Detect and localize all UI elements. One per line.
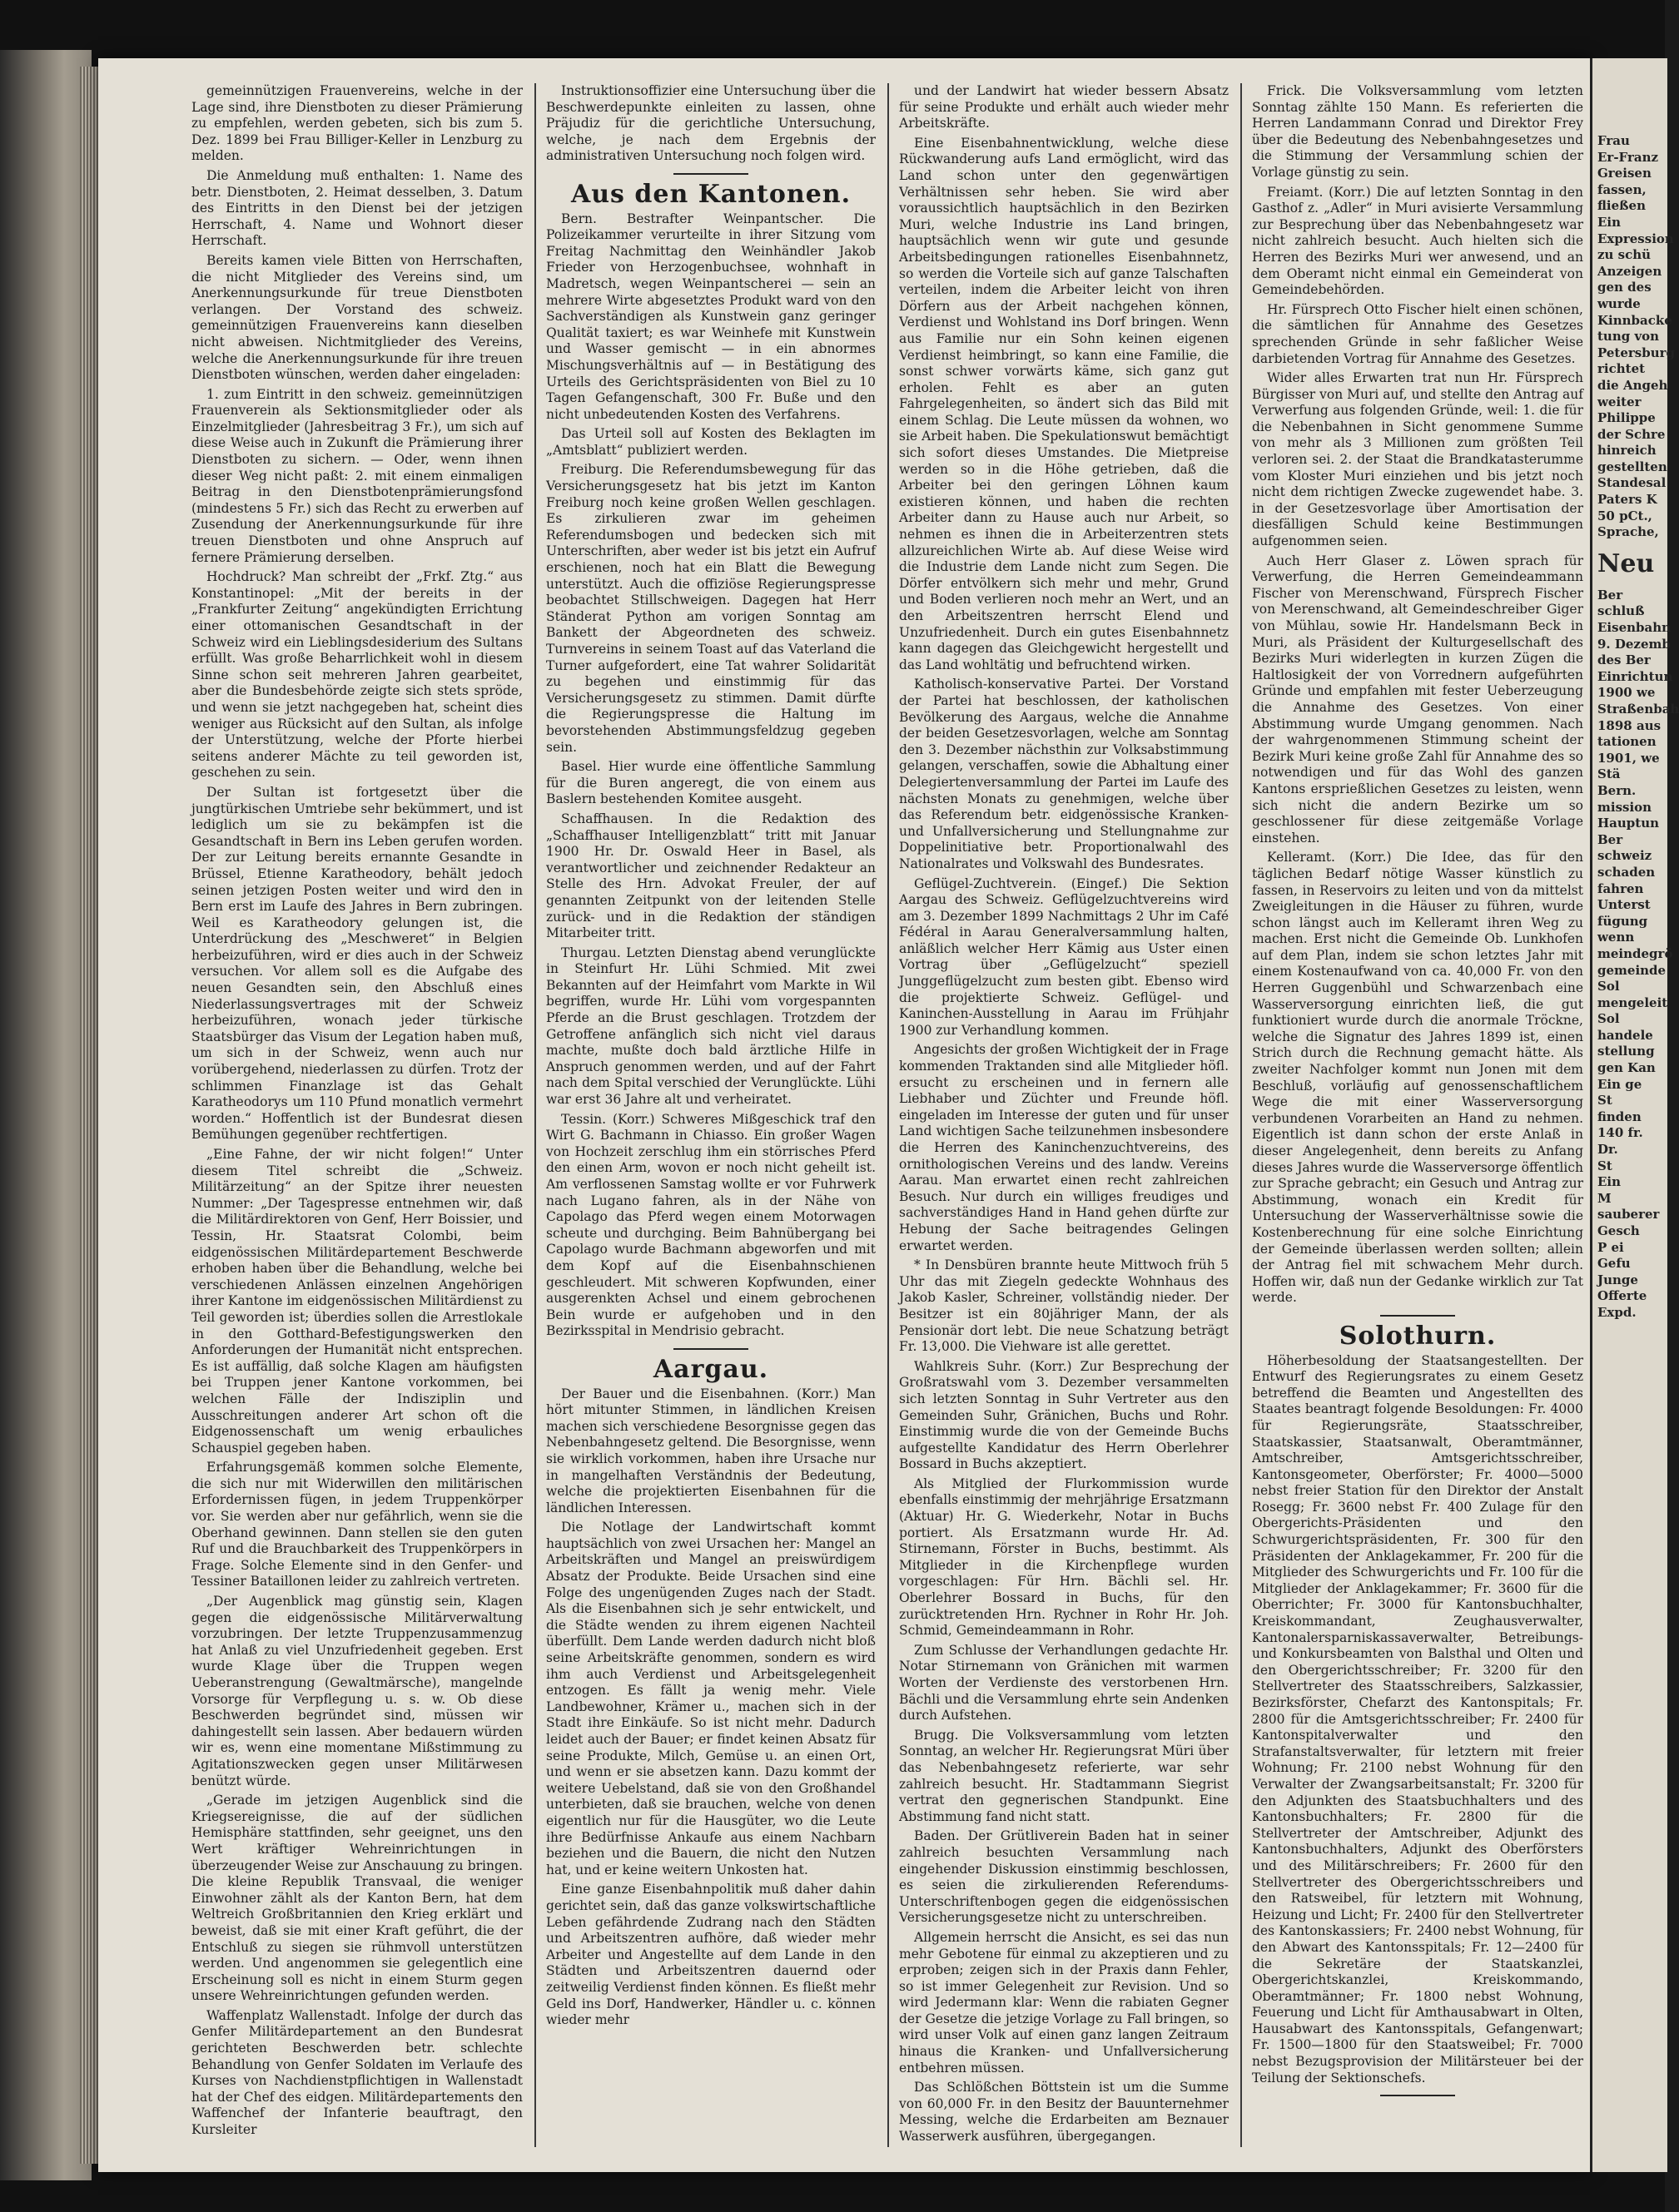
strip-line: Bern. xyxy=(1597,782,1637,798)
strip-line: gemeinde xyxy=(1597,962,1667,978)
strip-line: M xyxy=(1597,1190,1612,1206)
page-edges xyxy=(80,67,98,2164)
article-paragraph: Katholisch-konservative Partei. Der Vorstand der Partei hat beschlossen, der katholischen Bevölkerung des Aargaus, welche die Annahme der beiden Gesetzesvorlagen, welche am Sonntag den 3. Dezember nächsthin zur Volksabstimmung gelangen, verschaffen, sowie die Abhaltung einer Delegiertenversammlung der Partei im Laufe des nächsten Monats zu genehmigen, welche über das Referendum betr. eidgenössische Kranken- und Unfallversicherung und Stellungnahme zur Doppelinitiative betr. Proportionalwahl des Nationalrates und Volkswahl des Bundesrates. xyxy=(899,677,1229,871)
section-separator xyxy=(1380,2095,1455,2096)
article-paragraph: Höherbesoldung der Staatsangestellten. Der Entwurf des Regierungsrates zu einem Gesetz betreffend die Beamten und Angestellten des Staates beantragt folgende Besoldungen: Fr. 4000 für Regierungsräte, Staatsschreiber, Staatskassier, Staatsanwalt, Oberamtmänner, Amtschreiber, Amtsgerichtsschreiber, Kantonsgeometer, Oberförster; Fr. 4000—5000 nebst freier Station für den Direktor der Anstalt Rosegg; Fr. 3600 nebst Fr. 400 Zulage für den Obergerichts-Präsidenten und den Schwurgerichtspräsidenten, Fr. 300 für den Präsidenten der Anklagekammer, Fr. 200 für die Mitglieder des Schwurgerichts und Fr. 100 für die Mitglieder der Anklagekammer; Fr. 3600 für die Oberrichter; Fr. 3000 für Kantonsbuchhalter, Kreiskommandant, Zeughausverwalter, Kantonalersparniskassaverwalter, Betreibungs- und Konkursbeamten von Balsthal und Olten und den Obergerichtsschreiber; Fr. 3200 für den Stellvertreter des Staatsschreibers, Salzkassier, Bezirksförster, Chefarzt des Kantonspitals; Fr. 2800 für die Amtsgerichtsschreiber; Fr. 2400 für Kantonspitalverwalter und den Strafanstaltsverwalter, für letztern mit freier Wohnung; Fr. 2100 nebst Wohnung für den Verwalter der Zwangsarbeitsanstalt; Fr. 3200 für den Adjunkten des Staatsbuchhalters und des Kantonsbuchhalters; Fr. 2800 für die Stellvertreter der Amtschreiber, Adjunkt des Kantonsbuchhalters, Adjunkt des Oberförsters und des Militärschreibers; Fr. 2600 für den Stellvertreter des Obergerichtsschreibers und den Ratsweibel, für letztern mit Wohnung, Heizung und Licht; Fr. 2400 für den Stellvertreter des Kantonskassiers; Fr. 2400 nebst Wohnung, für den Abwart des Kantonsspitals; Fr. 12—2400 für die Sekretäre der Staatskanzlei, Obergerichtskanzlei, Kreiskommando, Oberamtmänner; Fr. 1800 nebst Wohnung, Feuerung und Licht für Amthausabwart in Olten, Hausabwart des Kantonsspitals, Gefangenwart; Fr. 1500—1800 für den Staatsweibel; Fr. 7000 nebst Bezugsprovision der Militärsteuer bei der Teilung der Sektionschefs. xyxy=(1252,1352,1583,2086)
column-2 xyxy=(546,83,876,2147)
strip-line: zu schü xyxy=(1597,247,1652,263)
strip-line: Philippe xyxy=(1597,410,1656,426)
strip-line: hinreich xyxy=(1597,443,1657,459)
section-separator xyxy=(673,1348,748,1350)
strip-line: Paters K xyxy=(1597,492,1657,508)
strip-line: Ber xyxy=(1597,831,1623,847)
strip-line: Junge xyxy=(1597,1272,1638,1287)
strip-line: Ein xyxy=(1597,1174,1622,1190)
strip-line: handele xyxy=(1597,1027,1653,1043)
article-paragraph: Hochdruck? Man schreibt der „Frkf. Ztg.“ aus Konstantinopel: „Mit der bereits in der „Frankfurter Zeitung“ angekündigten Errichtung einer ottomanischen Gesandtschaft in der Schweiz wird ein Lieblingsdesiderium des Sultans erfüllt. Was große Beharrlichkeit wohl in diesem Sinne schon seit mehreren Jahren gearbeitet, aber die Bundesbehörde zeigte sich stets spröde, und wenn sie jetzt nachgegeben hat, scheint dies weniger aus Rücksicht auf den Sultan, als infolge der Unterstützung, welche der Pforte hierbei seitens anderer Mächte zu teil geworden ist, geschehen zu sein. xyxy=(191,569,523,781)
article-paragraph: Allgemein herrscht die Ansicht, es sei das nun mehr Gebotene für einmal zu akzeptieren und zu erproben; zeigen sich in der Praxis dann Fehler, so ist immer Gelegenheit zur Revision. Und so wird Jedermann klar: Wenn die rabiaten Gegner der Gesetze die jetzige Vorlage zu Fall bringen, so wird unser Volk auf einen ganz langen Zeitraum hinaus die Kranken- und Unfallversicherung entbehren müssen. xyxy=(899,1929,1229,2076)
article-paragraph: Die Anmeldung muß enthalten: 1. Name des betr. Dienstboten, 2. Heimat desselben, 3. Datum des Eintritts in den Dienst bei der jetzigen Herrschaft, 4. Name und Wohnort dieser Herrschaft. xyxy=(191,167,523,249)
strip-line: des Ber xyxy=(1597,652,1651,668)
strip-line: 140 fr. xyxy=(1597,1125,1643,1141)
strip-line: tung von xyxy=(1597,329,1660,345)
article-paragraph: Eine Eisenbahnentwicklung, welche diese Rückwanderung aufs Land ermöglicht, wird das Land schon unter den gegenwärtigen Verhältnissen sehr heben. Sie wird aber voraussichtlich hauptsächlich in den Bezirken Muri, welche Industrie ins Land bringen, hauptsächlich wenn wir gute und gesunde Arbeitsbedingungen rationelles Eisenbahnnetz, so werden die Vorteile sich auf ganze Talschaften verteilen, indem die Arbeiter leicht von ihren Dörfern aus der Arbeit nachgehen können, Verdienst und Wohlstand ins Dorf bringen. Wenn aus Familie nur ein Sohn keinen eigenen Verdienst heimbringt, so kann eine Familie, die sonst schwer vorwärts käme, sich ganz gut erholen. Fehlt es aber an guten Fahrgelegenheiten, so ändert sich das Bild mit einem Schlag. Die Leute müssen da wohnen, wo sie Arbeit haben. Die Spekulationswut bemächtigt sich sofort dieses Umstandes. Die Mietpreise werden so in die Höhe getrieben, daß die Arbeiter bei den geringen Löhnen kaum existieren können, und haben die rechten Arbeiter dann zu Hause auch nur Arbeit, so nehmen es ihnen die in Arbeiterzentren stets allzureichlichen Wirte ab. Auf diese Weise wird die Industrie dem Lande nicht zum Segen. Die Dörfer entvölkern sich mehr und mehr, Grund und Boden verlieren noch mehr an Wert, und an den Arbeitszentren herrscht Elend und Unzufriedenheit. Durch ein gutes Eisenbahnnetz kann dagegen das Gleichgewicht hergestellt und das Land wohltätig und befruchtend wirken. xyxy=(899,135,1229,672)
section-separator xyxy=(673,173,748,175)
article-paragraph: Auch Herr Glaser z. Löwen sprach für Verwerfung, die Herren Gemeindeammann Fischer von Merenschwand, Fürsprech Fischer von Merenschwand, alt Gemeindeschreiber Giger von Mühlau, sowie Hr. Handelsmann Beck in Muri, als Präsident der Kulturgesellschaft des Bezirks Muri widerlegten in kurzen Zügen die Haltlosigkeit der von Vorrednern aufgeführten Gründe und empfahlen mit fester Ueberzeugung die Annahme des Gesetzes. Von einer Abstimmung wurde Umgang genommen. Nach der wahrgenommenen Stimmung scheint der Bezirk Muri keine große Zahl für Annahme des so notwendigen und für das Wohl des ganzen Kantons ersprießlichen Gesetzes zu leisten, wenn sich nicht die andern Bezirke um so geschlossener für diese zeitgemäße Vorlage einstehen. xyxy=(1252,553,1583,846)
column-rule xyxy=(1240,83,1242,2147)
strip-line: finden xyxy=(1597,1108,1642,1124)
strip-line: Ein xyxy=(1597,214,1622,230)
strip-line: Offerte xyxy=(1597,1288,1647,1304)
newspaper-page xyxy=(98,58,1590,2172)
strip-line: richtet xyxy=(1597,361,1646,377)
article-paragraph: Freiburg. Die Referendumsbewegung für das Versicherungsgesetz hat bis jetzt im Kanton Freiburg noch keine großen Wellen geschlagen. Es zirkulieren zwar im geheimen Referendumsbogen und bedecken sich mit Unterschriften, aber weder ist bis jetzt ein Aufruf erschienen, noch hat ein Blatt die Bewegung unterstützt. Auch die offiziöse Regierungspresse beobachtet Stillschweigen. Dagegen hat Herr Ständerat Python am vorigen Sonntag am Bankett der Abgeordneten des schweiz. Turnvereins in seinem Toast auf das Vaterland die Turner aufgefordert, eine Tat wahrer Solidarität zu begehen und einstimmig für das Versicherungsgesetz zu stimmen. Damit dürfte die Regierungspresse die Haltung im bevorstehenden Abstimmungsfeldzug gegeben sein. xyxy=(546,462,876,755)
strip-line: mengeleit xyxy=(1597,994,1668,1010)
article-paragraph: Das Schlößchen Böttstein ist um die Summe von 60,000 Fr. in den Besitz der Bauunternehmer Messing, welche die Erdarbeiten am Beznauer Wasserwerk ausführen, übergegangen. xyxy=(899,2080,1229,2145)
column-4 xyxy=(1252,83,1583,2147)
strip-line: 1900 we xyxy=(1597,685,1656,701)
strip-line: fassen, xyxy=(1597,181,1647,197)
strip-line: schluß xyxy=(1597,603,1645,619)
strip-line: St xyxy=(1597,1093,1612,1108)
strip-line: die Angeh xyxy=(1597,377,1668,393)
strip-line: Sol xyxy=(1597,1011,1620,1027)
column-rule xyxy=(534,83,536,2147)
strip-line: Dr. xyxy=(1597,1142,1618,1158)
next-page-strip xyxy=(1590,58,1679,2172)
article-paragraph: Baden. Der Grütliverein Baden hat in seiner zahlreich besuchten Versammlung nach eingehender Diskussion einstimmig beschlossen, es seien die zirkulierenden Referendums-Unterschriftenbogen gegen die eidgenössischen Versicherungsgesetze nicht zu unterschreiben. xyxy=(899,1828,1229,1926)
strip-text xyxy=(1597,133,1679,1322)
article-paragraph: Frick. Die Volksversammlung vom letzten Sonntag zählte 150 Mann. Es referierten die Herren Landammann Conrad und Direktor Frey über die Bedeutung des Nebenbahngesetzes und die Stimmung der Versammlung schien der Vorlage günstig zu sein. xyxy=(1252,83,1583,180)
article-paragraph: gemeinnützigen Frauenvereins, welche in der Lage sind, ihre Dienstboten zu dieser Prämierung zu empfehlen, werden gebeten, sich bis zum 5. Dez. 1899 bei Frau Billiger-Keller in Lenzburg zu melden. xyxy=(191,83,523,164)
strip-line: fließen xyxy=(1597,198,1646,214)
strip-line: sauberer xyxy=(1597,1207,1660,1223)
article-paragraph: Das Urteil soll auf Kosten des Beklagten im „Amtsblatt“ publiziert werden. xyxy=(546,426,876,458)
strip-line: meindegrö xyxy=(1597,945,1673,961)
strip-line: Kinnbacke xyxy=(1597,312,1672,328)
article-paragraph: Hr. Fürsprech Otto Fischer hielt einen schönen, die sämtlichen für Annahme des Gesetzes sprechenden Gründe in sehr faßlicher Weise darbietenden Vortrag für Annahme des Gesetzes. xyxy=(1252,301,1583,366)
article-paragraph: Der Sultan ist fortgesetzt über die jungtürkischen Umtriebe sehr bekümmert, und ist lediglich um sie zu bekämpfen ist die Gesandtschaft in Bern ins Leben gerufen worden. Der zur Leitung bereits ernannte Gesandte in Brüssel, Etienne Karatheodory, behält jedoch seinen jetzigen Posten weiter und wird den in Bern erst im Laufe des Jahres in Bern zubringen. Weil es Karatheodory gelungen ist, die Unterdrückung des „Meschweret“ in Belgien herbeizuführen, wird er dies auch in der Schweiz versuchen. Vor allem soll es die Aufgabe des neuen Gesandten sein, den Abschluß eines Niederlassungsvertrages mit der Schweiz herbeizuführen, wonach jeder türkische Staatsbürger das Visum der Legation haben muß, um sich in der Schweiz, wenn auch nur vorübergehend, niederlassen zu dürfen. Trotz der schlimmen Finanzlage ist das Gehalt Karatheodorys um 110 Pfund monatlich vermehrt worden.“ Hoffentlich ist der Bundesrat diesen Bemühungen gegenüber rechtfertigen. xyxy=(191,784,523,1143)
strip-line: Petersburg xyxy=(1597,345,1676,360)
strip-line: 9. Dezemb xyxy=(1597,636,1671,652)
strip-line: 1901, we xyxy=(1597,750,1660,766)
article-paragraph: und der Landwirt hat wieder bessern Absatz für seine Produkte und erhält auch wieder mehr Arbeitskräfte. xyxy=(899,83,1229,131)
strip-line: stellung xyxy=(1597,1044,1655,1059)
strip-line: 50 pCt., xyxy=(1597,508,1652,523)
strip-line: Straßenbah xyxy=(1597,702,1679,717)
strip-heading: Neu xyxy=(1597,548,1655,578)
strip-line: der Schre xyxy=(1597,426,1666,442)
strip-line: weiter xyxy=(1597,394,1642,409)
strip-line: fahren xyxy=(1597,880,1644,896)
strip-line: Einrichtun xyxy=(1597,668,1673,684)
strip-line: Ein ge xyxy=(1597,1076,1642,1092)
article-paragraph: Basel. Hier wurde eine öffentliche Sammlung für die Buren angeregt, die von einem aus Baslern bestehenden Komitee ausgeht. xyxy=(546,759,876,807)
section-heading: Aus den Kantonen. xyxy=(570,179,852,209)
strip-line: Unterst xyxy=(1597,897,1651,913)
article-paragraph: 1. zum Eintritt in den schweiz. gemeinnützigen Frauenverein als Sektionsmitglieder oder als Einzelmitglieder (Jahresbeitrag 3 Fr.), um sich auf diese Weise auch in Zukunft die Prämierung ihrer Dienstboten zu sichern. — Oder, wenn ihnen dieser Weg nicht paßt: 2. mit einem einmaligen Beitrag in den Dienstbotenprämierungsfond (mindestens 5 Fr.) sich das Recht zu erwerben auf Zusendung der Anerkennungsurkunde für ihre treuen Dienstboten und ohne Anspruch auf fernere Prämierung derselben. xyxy=(191,386,523,565)
article-paragraph: Geflügel-Zuchtverein. (Eingef.) Die Sektion Aargau des Schweiz. Geflügelzuchtvereins wird am 3. Dezember 1899 Nachmittags 2 Uhr im Café Fédéral in Aarau Generalversammlung halten, anläßlich welcher Herr Kämig aus Uster einen Vortrag über „Geflügelzucht“ speziell Junggeflügelzucht zum besten gibt. Ebenso wird die projektierte Schweiz. Geflügel- und Kaninchen-Ausstellung in Aarau im Frühjahr 1900 zur Verhandlung kommen. xyxy=(899,875,1229,1038)
article-paragraph: Kelleramt. (Korr.) Die Idee, das für den täglichen Bedarf nötige Wasser künstlich zu fassen, in Reservoirs zu leiten und von da mittelst Zweigleitungen in die Häuser zu führen, wurde schon längst auch im Kelleramt ihren Weg zu machen. Erst nicht die Gemeinde Ob. Lunkhofen auf dem Plan, indem sie schon letztes Jahr mit einem Kostenaufwand von ca. 40,000 Fr. von den Herren Guggenbühl und Schwarzenbach eine Wasserversorgung einrichten ließ, die gut funktioniert wurde durch die anormale Tröckne, welche die Signatur des Jahres 1899 ist, einen Strich durch die Rechnung gemacht hätte. Als zweiter Nachfolger kommt nun Jonen mit dem Beschluß, vorläufig auf genossenschaftlichem Wege die mit einer Wasserversorgung verbundenen Vorarbeiten an Hand zu nehmen. Eigentlich ist dann schon der erste Anlaß in dieser Angelegenheit, denn bereits zu Anfang dieses Jahres wurde die Wasserversorge öffentlich zur Sprache gebracht; ein Gesuch und Antrag zur Abstimmung, wonach ein Kredit für Untersuchung der Wasserverhältnisse sowie die Kostenberechnung für eine solche Einrichtung der Gemeinde überlassen werden sollten; allein der Antrag fiel mit schwachem Mehr durch. Hoffen wir, daß nun der Gedanke wirklich zur Tat werde. xyxy=(1252,850,1583,1306)
article-paragraph: Brugg. Die Volksversammlung vom letzten Sonntag, an welcher Hr. Regierungsrat Müri über das Nebenbahngesetz referierte, war sehr zahlreich besucht. Hr. Stadtammann Siegrist vertrat den gegnerischen Standpunkt. Eine Abstimmung fand nicht statt. xyxy=(899,1727,1229,1824)
column-rule xyxy=(887,83,889,2147)
strip-line: tationen xyxy=(1597,734,1657,750)
strip-line: schaden xyxy=(1597,864,1656,880)
strip-line: Expd. xyxy=(1597,1304,1637,1320)
strip-line: gen des xyxy=(1597,280,1652,295)
strip-line: 1898 aus xyxy=(1597,717,1662,733)
strip-line: Greisen xyxy=(1597,166,1652,181)
column-1 xyxy=(191,83,523,2147)
article-paragraph: Die Notlage der Landwirtschaft kommt hauptsächlich von zwei Ursachen her: Mangel an Arbeitskräften und Mangel an preiswürdigem Absatz der Produkte. Beide Ursachen sind eine Folge des ungenügenden Zuges nach der Stadt. Als die Eisenbahnen sich je sehr entwickelt, und die Städte wenden zu ihrem eigenen Nachteil überfüllt. Dem Lande werden dadurch nicht bloß seine Arbeitskräfte genommen, sondern es wird ihm auch Verdienst und Arbeitsgelegenheit entzogen. Es fällt ja wenig mehr. Viele Landbewohner, Krämer u., machen sich in der Stadt ihre Einkäufe. So ist nicht mehr. Dadurch leidet auch der Bauer; er findet keinen Absatz für seine Produkte, Milch, Gemüse u. an einen Ort, und wenn er sie absetzen kann. Dazu kommt der weitere Uebelstand, daß sie von den Großhandel unterbieten, daß sie brauchen, welche von denen eigentlich nur für die Hausgüter, wo die Leute ihre Bedürfnisse Ankaufe aus einem Nachbarn beziehen und die Bauern, die nicht den Nutzen hat, und er keine weitern Unkosten hat. xyxy=(546,1520,876,1877)
strip-line: Sprache, xyxy=(1597,524,1659,540)
strip-line: Frau xyxy=(1597,133,1630,148)
strip-line: schweiz xyxy=(1597,848,1652,864)
article-paragraph: Bereits kamen viele Bitten von Herrschaften, die nicht Mitglieder des Vereins sind, um Anerkennungsurkunde für treue Dienstboten verlangen. Der Vorstand des schweiz. gemeinnützigen Frauenvereins kann dieselben nicht abweisen. Nichtmitglieder des Vereins, welche die Anerkennungsurkunde für ihre treuen Dienstboten wünschen, werden daher eingeladen: xyxy=(191,252,523,383)
strip-line: Gesch xyxy=(1597,1223,1640,1238)
section-separator xyxy=(1380,1315,1455,1317)
article-paragraph: Der Bauer und die Eisenbahnen. (Korr.) Man hört mitunter Stimmen, in ländlichen Kreisen machen sich verschiedene Besorgnisse gegen das Nebenbahngesetz geltend. Die Besorgnisse, wenn sie wirklich vorkommen, haben ihre Ursache nur in mangelhaften Verständnis der Bedeutung, welche die projektierten Eisenbahnen für die ländlichen Interessen. xyxy=(546,1386,876,1515)
strip-line: gen Kan xyxy=(1597,1060,1656,1076)
section-heading: Aargau. xyxy=(653,1354,769,1384)
article-paragraph: Instruktionsoffizier eine Untersuchung über die Beschwerdepunkte einleiten zu lassen, ohne Präjudiz für die gerichtliche Untersuchung, welche, je nach dem Ergebnis der administrativen Untersuchung noch folgen wird. xyxy=(546,83,876,164)
article-paragraph: „Eine Fahne, der wir nicht folgen!“ Unter diesem Titel schreibt die „Schweiz. Militärzeitung“ an der Spitze ihrer neuesten Nummer: „Der Tagespresse entnehmen wir, daß die Militärdirektoren von Genf, Herr Boissier, und Tessin, Hr. Staatsrat Colombi, beim eidgenössischen Militärdepartement Beschwerde erhoben haben über die Behandlung, welche bei verschiedenen Anlässen einzelnen Angehörigen ihrer Kantone im eidgenössischen Militärdienst zu Teil geworden ist; überdies sollen die Arrestlokale in den Gotthard-Befestigungswerken den Anforderungen der Humanität nicht entsprechen. Es ist auffällig, daß solche Klagen am häufigsten bei Truppen jener Kantone vorkommen, bei welchen Fälle der Indisziplin und Ausschreitungen anderer Art schon oft die Eidgenossenschaft um wenig erbauliches Schauspiel gegeben haben. xyxy=(191,1147,523,1456)
section-heading: Solothurn. xyxy=(1339,1321,1497,1351)
article-paragraph: Tessin. (Korr.) Schweres Mißgeschick traf den Wirt G. Bachmann in Chiasso. Ein großer Wagen von Hochzeit zerschlug ihm ein störrisches Pferd den einen Arm, wovon er noch nicht geheilt ist. Am verflossenen Samstag wollte er vor Fuhrwerk nach Lugano fahren, als in der Nähe von Capolago das Pferd wegen einem Motorwagen scheute und durchging. Beim Bahnübergang bei Capolago wurde Bachmann abgeworfen und mit dem Kopf auf die Eisenbahnschienen geschleudert. Mit schweren Kopfwunden, einer ausgerenkten Achsel und einem gebrochenen Bein wurde er aufgehoben und in den Bezirksspital in Mendrisio gebracht. xyxy=(546,1111,876,1339)
strip-line: mission xyxy=(1597,799,1652,815)
article-paragraph: Freiamt. (Korr.) Die auf letzten Sonntag in den Gasthof z. „Adler“ in Muri avisierte Versammlung zur Besprechung über das Nebenbahngesetz war nicht zahlreich besucht. Auch hielten sich die Herren des Bezirks Muri wer anwesend, und an dem Oberamt nicht einmal ein Gemeinderat von Gemeindebehörden. xyxy=(1252,184,1583,298)
article-paragraph: Erfahrungsgemäß kommen solche Elemente, die sich nur mit Widerwillen den militärischen Erfordernissen fügen, in jedem Truppenkörper vor. Sie werden aber nur gefährlich, wenn sie die Oberhand gewinnen. Dann stellen sie den guten Ruf und die Brauchbarkeit des Truppenkörpers in Frage. Solche Elemente sind in den Genfer- und Tessiner Bataillonen leider zu zahlreich vertreten. xyxy=(191,1460,523,1590)
book-binding xyxy=(0,50,92,2180)
article-paragraph: Schaffhausen. In die Redaktion des „Schaffhauser Intelligenzblatt“ tritt mit Januar 1900 Hr. Dr. Oswald Heer in Basel, als verantwortlicher und zeichnender Redakteur an Stelle des Hrn. Advokat Freuler, der auf genannten Zeitpunkt von der leitenden Stelle zurück- und in die Redaktion der ständigen Mitarbeiter tritt. xyxy=(546,811,876,941)
strip-line: Expression xyxy=(1597,231,1674,246)
article-paragraph: Eine ganze Eisenbahnpolitik muß daher dahin gerichtet sein, daß das ganze volkswirtschaftliche Leben gefährdende Zudrang nach den Städten und Arbeitszentren aufhöre, daß wieder mehr Arbeiter und Angestellte auf dem Lande in den Städten und Arbeitszentren dauernd oder zeitweilig Verdienst finden können. Es fließt mehr Geld ins Dorf, Handwerker, Händler u. c. können wieder mehr xyxy=(546,1882,876,2028)
strip-line: Eisenbahn xyxy=(1597,620,1672,636)
strip-line: Sol xyxy=(1597,979,1620,994)
strip-line: St xyxy=(1597,1158,1612,1173)
article-paragraph: Angesichts der großen Wichtigkeit der in Frage kommenden Traktanden sind alle Mitglieder höfl. ersucht zu erscheinen und in fernern alle Liebhaber und Züchter und Freunde höfl. eingeladen im Interesse der guten und für unser Land wichtigen Sache teilzunehmen insbesondere die Herren des Kaninchenzuchtvereins, des ornithologischen Vereins und des landw. Vereins Aarau. Man erwartet einen recht zahlreichen Besuch. Nur durch ein williges freudiges und sachverständiges Hand in Hand gehen dürfte zur Hebung der Sache beitragendes Gelingen erwartet werden. xyxy=(899,1042,1229,1253)
article-paragraph: Bern. Bestrafter Weinpantscher. Die Polizeikammer verurteilte in ihrer Sitzung vom Freitag Nachmittag den Weinhändler Jakob Frieder von Herzogenbuchsee, wohnhaft in Madretsch, wegen Weinpantscherei — sein an mehrere Wirte abgesetztes Produkt ward von den Sachverständigen als Kunstwein ganz geringer Qualität taxiert; es war Weinhefe mit Kunstwein und Wasser gemischt — in ein abnormes Mischungsverhältnis auf — in Bestätigung des Urteils des Gerichtspräsidenten von Biel zu 10 Tagen Gefangenschaft, 300 Fr. Buße und den nicht unbedeutenden Kosten des Verfahrens. xyxy=(546,211,876,422)
strip-line: Ber xyxy=(1597,587,1623,603)
article-paragraph: Wider alles Erwarten trat nun Hr. Fürsprech Bürgisser von Muri auf, und stellte den Antrag auf Verwerfung aus folgenden Gründe, weil: 1. die für die Nebenbahnen in Sicht genommene Summe von mehr als 3 Millionen zum größten Teil verloren sei. 2. der Staat die Brandkatasterumme vom Kloster Muri einziehen und bis jetzt noch nicht dem richtigen Zwecke zugewendet habe. 3. in der Gesetzesvorlage über Amortisation der diesfälligen Schuld keine Bestimmungen aufgenommen seien. xyxy=(1252,370,1583,549)
strip-line: Er-Franz xyxy=(1597,149,1658,165)
article-paragraph: * In Densbüren brannte heute Mittwoch früh 5 Uhr das mit Ziegeln gedeckte Wohnhaus des Jakob Kasler, Schreiner, vollständig nieder. Der Besitzer ist ein 80jähriger Mann, der als Pensionär dort lebt. Die neue Schatzung beträgt Fr. 13,000. Die Viehware ist alle gerettet. xyxy=(899,1257,1229,1355)
article-paragraph: Waffenplatz Wallenstadt. Infolge der durch das Genfer Militärdepartement an den Bundesrat gerichteten Beschwerden betr. schlechte Behandlung von Genfer Soldaten im Verlaufe des Kurses von Nachdienstpflichtigen in Wallenstadt hat der Chef des eidgen. Militärdepartements den Waffenchef der Infanterie beauftragt, den Kursleiter xyxy=(191,2007,523,2138)
column-3 xyxy=(899,83,1229,2147)
strip-line: wenn xyxy=(1597,930,1635,945)
strip-line: Anzeigen xyxy=(1597,263,1662,279)
article-paragraph: Als Mitglied der Flurkommission wurde ebenfalls einstimmig der mehrjährige Ersatzmann (Aktuar) Hr. G. Wiederkehr, Notar in Buchs portiert. Als Ersatzmann wurde Hr. Ad. Stirnemann, Förster in Buchs, bestimmt. Als Mitglieder in die Kirchenpflege wurden vorgeschlagen: Für Hrn. Bächli sel. Hr. Oberlehrer Bossard in Buchs, für den zurücktretenden Hrn. Rychner in Rohr Hr. Joh. Schmid, Gemeindeammann in Rohr. xyxy=(899,1475,1229,1639)
strip-line: Gefu xyxy=(1597,1256,1631,1272)
article-paragraph: „Gerade im jetzigen Augenblick sind die Kriegsereignisse, die auf der südlichen Hemisphäre stattfinden, sehr geeignet, uns den Wert kräftiger Wehreinrichtungen in überzeugender Weise zur Anschauung zu bringen. Die kleine Republik Transvaal, die weniger Einwohner zählt als der Kanton Bern, hat dem Weltreich Großbritannien den Krieg erklärt und beweist, daß sie mit einer Kraft geführt, die der Entschluß zu siegen sie rühmvoll unterstützen werden. Und angenommen sie gelegentlich eine Erscheinung soll es nicht in einem Sturm gegen unsere Wehreinrichtungen gefunden werden. xyxy=(191,1793,523,2004)
strip-line: Standesal xyxy=(1597,475,1667,491)
strip-line: wurde xyxy=(1597,295,1641,311)
strip-line: gestellten xyxy=(1597,459,1667,474)
article-paragraph: Zum Schlusse der Verhandlungen gedachte Hr. Notar Stirnemann von Gränichen mit warmen Worten der Verdienste des verstorbenen Hrn. Bächli und die Versammlung ehrte sein Andenken durch Aufstehen. xyxy=(899,1642,1229,1723)
article-paragraph: Thurgau. Letzten Dienstag abend verunglückte in Steinfurt Hr. Lühi Schmied. Mit zwei Bekannten auf der Heimfahrt vom Markte in Wil begriffen, wurde Hr. Lühi vom vorgespannten Pferde an die Brust geschlagen. Trotzdem der Getroffene anfänglich sich nicht viel daraus machte, mußte doch bald ärztliche Hilfe in Anspruch genommen werden, und auf der Fahrt nach dem Spital verschied der Verunglückte. Lühi war erst 36 Jahre alt und verheiratet. xyxy=(546,945,876,1108)
strip-line: Stä xyxy=(1597,766,1621,782)
strip-line: Hauptun xyxy=(1597,816,1660,831)
strip-line: P ei xyxy=(1597,1239,1624,1255)
article-paragraph: Wahlkreis Suhr. (Korr.) Zur Besprechung der Großratswahl vom 3. Dezember versammelten sich letzten Sonntag in Suhr Vertreter aus den Gemeinden Suhr, Gränichen, Buchs und Rohr. Einstimmig wurde die von der Gemeinde Buchs aufgestellte Kandidatur des Herrn Oberlehrer Bossard in Buchs akzeptiert. xyxy=(899,1358,1229,1472)
article-paragraph: „Der Augenblick mag günstig sein, Klagen gegen die eidgenössische Militärverwaltung vorzubringen. Der letzte Truppenzusammenzug hat Anlaß zu viel Unzufriedenheit gegeben. Erst wurde Klage über die Truppen wegen Ueberanstrengung (Gewaltmärsche), mangelnde Vorsorge für Verpflegung u. s. w. Ob diese Beschwerden begründet sind, müssen wir dahingestellt sein lassen. Aber bedauern würden wir es, wenn eine momentane Mißstimmung zu Agitationszwecken gegen unser Militärwesen benützt würde. xyxy=(191,1594,523,1788)
strip-line: fügung xyxy=(1597,913,1648,929)
